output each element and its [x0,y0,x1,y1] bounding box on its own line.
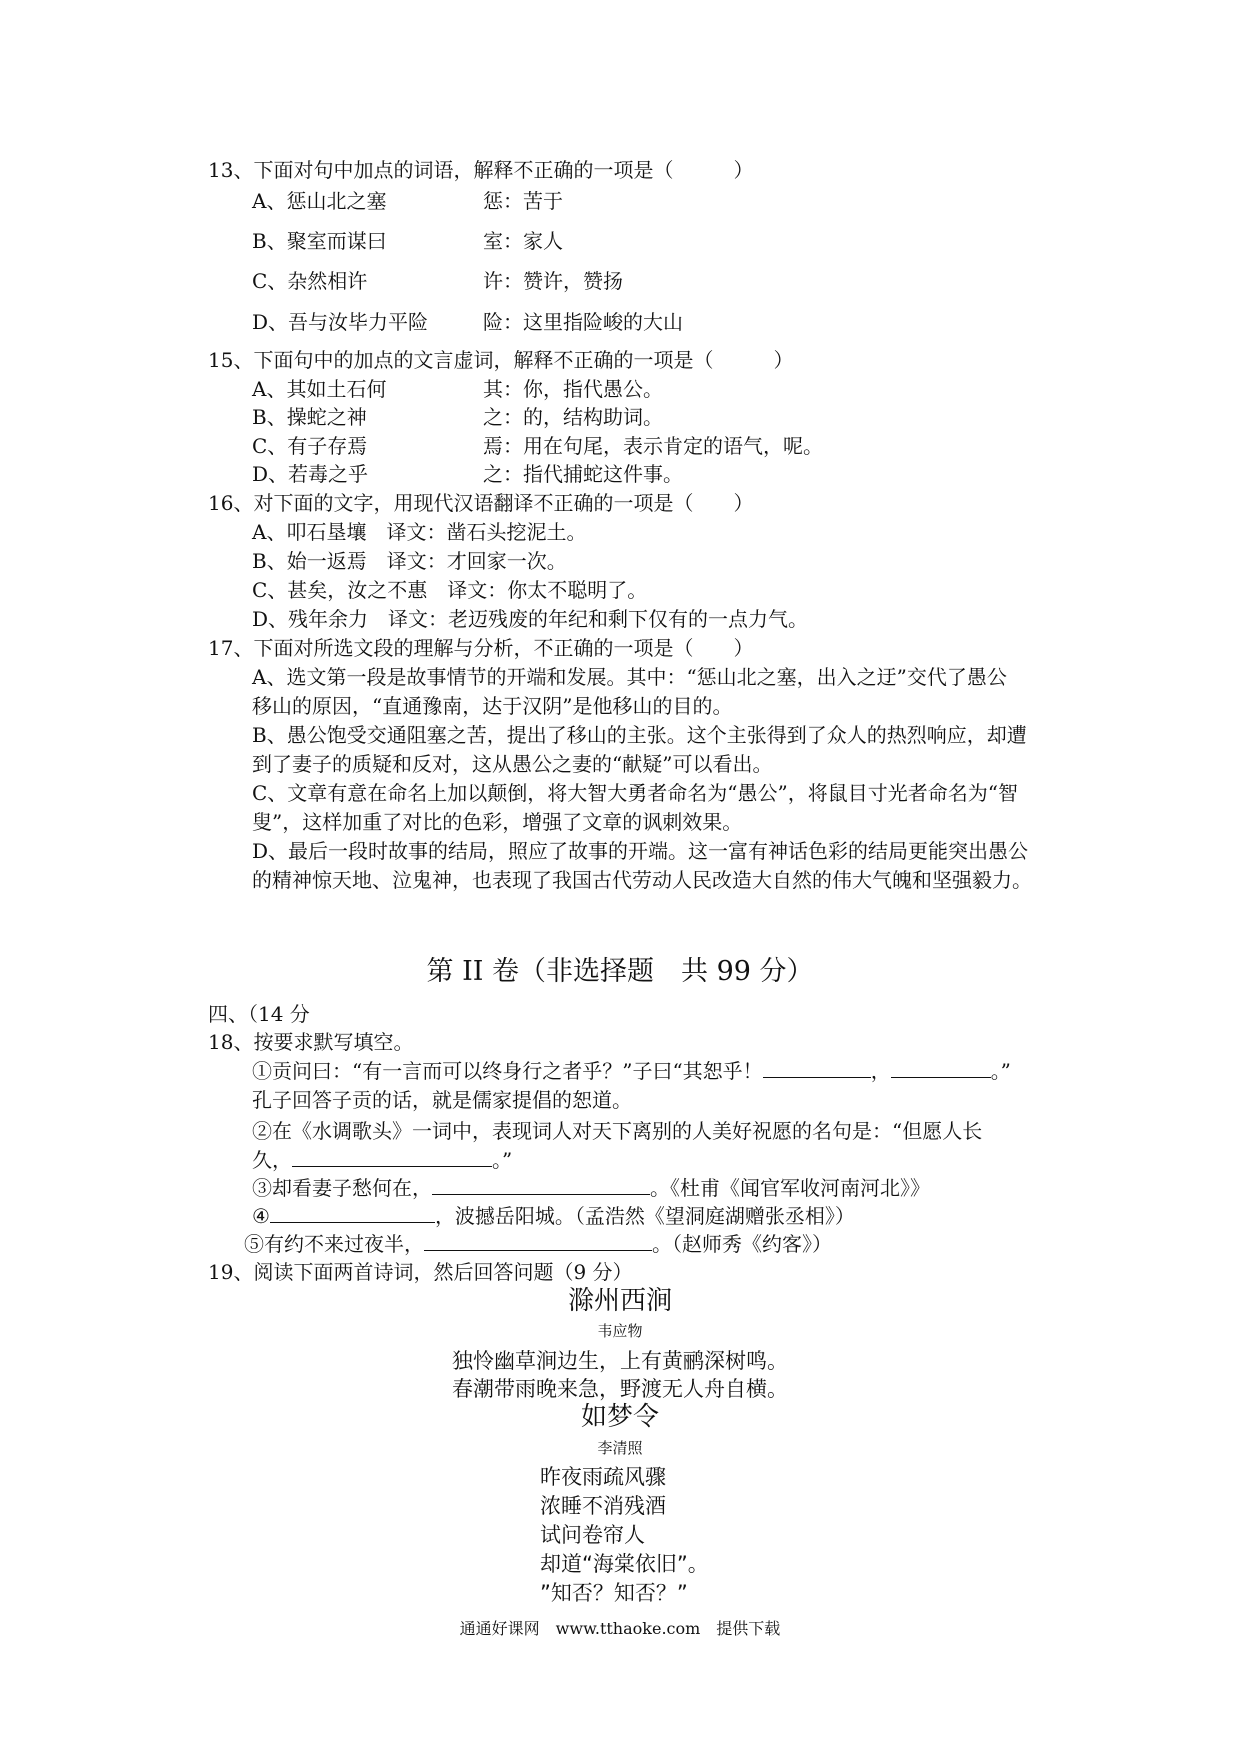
fill-blank-6[interactable] [424,1230,652,1251]
q18-item-4-end: ，波撼岳阳城。（孟浩然《望洞庭湖赠张丞相》） [434,1204,855,1228]
q15-option-c-explain: 焉：用在句尾，表示肯定的语气，呢。 [483,434,823,458]
q15-option-a-explain: 其：你，指代愚公。 [483,377,663,401]
poem-2-line: 浓睡不消残酒 [540,1494,666,1518]
q18-item-1 [252,1057,1011,1085]
q13-option-d: D、吾与汝毕力平险 [252,310,429,334]
fill-blank-2[interactable] [891,1057,991,1078]
q13-option-c: C、杂然相许 [252,269,368,293]
question-17-stem: 17、下面对所选文段的理解与分析，不正确的一项是（ ） [208,636,754,660]
poem-1-author: 韦应物 [597,1322,643,1340]
q15-option-c: C、有子存焉 [252,434,368,458]
poem-2-line: 却道“海棠依旧”。 [540,1552,709,1576]
fill-blank-1[interactable] [763,1057,871,1078]
fill-blank-3[interactable] [292,1146,492,1167]
q17-line: A、选文第一段是故事情节的开端和发展。其中：“惩山北之塞，出入之迂”交代了愚公 [252,665,1007,689]
q16-option-a: A、叩石垦壤 译文：凿石头挖泥土。 [252,520,587,544]
poem-1-line: 春潮带雨晚来急，野渡无人舟自横。 [452,1377,788,1401]
q17-line: B、愚公饱受交通阻塞之苦，提出了移山的主张。这个主张得到了众人的热烈响应，却遭 [252,723,1027,747]
q18-item-5-text: ⑤有约不来过夜半， [244,1232,424,1256]
q17-line: 叟”，这样加重了对比的色彩，增强了文章的讽刺效果。 [252,810,743,834]
q17-line: D、最后一段时故事的结局，照应了故事的开端。这一富有神话色彩的结局更能突出愚公 [252,839,1029,863]
q13-option-a-explain: 惩：苦于 [483,189,563,213]
question-16-stem: 16、对下面的文字，用现代汉语翻译不正确的一项是（ ） [208,491,754,515]
q16-option-b: B、始一返焉 译文：才回家一次。 [252,549,567,573]
q13-option-d-explain: 险：这里指险峻的大山 [483,310,683,334]
q17-line: C、文章有意在命名上加以颠倒，将大智大勇者命名为“愚公”，将鼠目寸光者命名为“智 [252,781,1018,805]
q16-option-d: D、残年余力 译文：老迈残废的年纪和剩下仅有的一点力气。 [252,607,809,631]
q15-option-d: D、若毒之乎 [252,462,369,486]
q18-item-2-text: 久， [252,1148,292,1172]
q13-option-a: A、惩山北之塞 [252,189,387,213]
q18-item-2-cont [252,1146,512,1174]
q13-option-b: B、聚室而谋曰 [252,229,387,253]
q13-option-c-explain: 许：赞许，赞扬 [483,269,623,293]
q15-option-b-explain: 之：的，结构助词。 [483,405,663,429]
question-15-stem: 15、下面句中的加点的文言虚词，解释不正确的一项是（ ） [208,348,794,372]
poem-2-title: 如梦令 [580,1402,659,1432]
q15-option-a: A、其如土石何 [252,377,387,401]
question-13-stem: 13、下面对句中加点的词语，解释不正确的一项是（ ） [208,158,754,182]
poem-2-line: 试问卷帘人 [540,1523,645,1547]
poem-2-author: 李清照 [597,1439,643,1457]
fill-blank-4[interactable] [432,1174,650,1195]
q17-line: 移山的原因，“直通豫南，达于汉阴”是他移山的目的。 [252,694,733,718]
q18-item-3 [252,1174,930,1202]
q16-option-c: C、甚矣，汝之不惠 译文：你太不聪明了。 [252,578,648,602]
q18-item-4-text: ④ [252,1204,270,1228]
fill-blank-5[interactable] [270,1202,435,1223]
part-four-heading: 四、（14 分 [208,1002,310,1026]
q15-option-b: B、操蛇之神 [252,405,367,429]
q18-item-1-text: ①贡问曰：“有一言而可以终身行之者乎？”子曰“其恕乎！ [252,1059,763,1083]
q18-item-1-note: 孔子回答子贡的话，就是儒家提倡的恕道。 [252,1088,632,1112]
q18-item-5-end: 。（赵师秀《约客》） [652,1232,832,1256]
q18-item-3-end: 。《杜甫《闻官军收河南河北》》 [650,1176,930,1200]
q18-item-1-end: 。” [990,1059,1011,1083]
q18-item-5 [244,1230,832,1258]
poem-2-line: 昨夜雨疏风骤 [540,1465,666,1489]
q13-option-b-explain: 室：家人 [483,229,563,253]
q15-option-d-explain: 之：指代捕蛇这件事。 [483,462,683,486]
footer-source: 通通好课网 www.tthaoke.com 提供下载 [459,1619,781,1638]
q18-item-2: ②在《水调歌头》一词中，表现词人对天下离别的人美好祝愿的名句是：“但愿人长 [252,1119,983,1143]
section-title: 第 II 卷（非选择题 共 99 分） [426,956,814,987]
question-18-stem: 18、按要求默写填空。 [208,1030,414,1054]
question-19-stem: 19、阅读下面两首诗词，然后回答问题（9 分） [208,1260,633,1284]
q18-item-3-text: ③却看妻子愁何在， [252,1176,432,1200]
q17-line: 到了妻子的质疑和反对，这从愚公之妻的“献疑”可以看出。 [252,752,773,776]
q18-item-4 [252,1202,855,1230]
q18-item-2-end: 。” [492,1148,513,1172]
poem-1-title: 滁州西涧 [567,1286,672,1316]
poem-1-line: 独怜幽草涧边生，上有黄鹂深树鸣。 [452,1349,788,1373]
q18-item-1-comma: ， [870,1059,891,1083]
poem-2-line: ”知否？知否？” [540,1581,688,1605]
q17-line: 的精神惊天地、泣鬼神，也表现了我国古代劳动人民改造大自然的伟大气魄和坚强毅力。 [252,868,1032,892]
